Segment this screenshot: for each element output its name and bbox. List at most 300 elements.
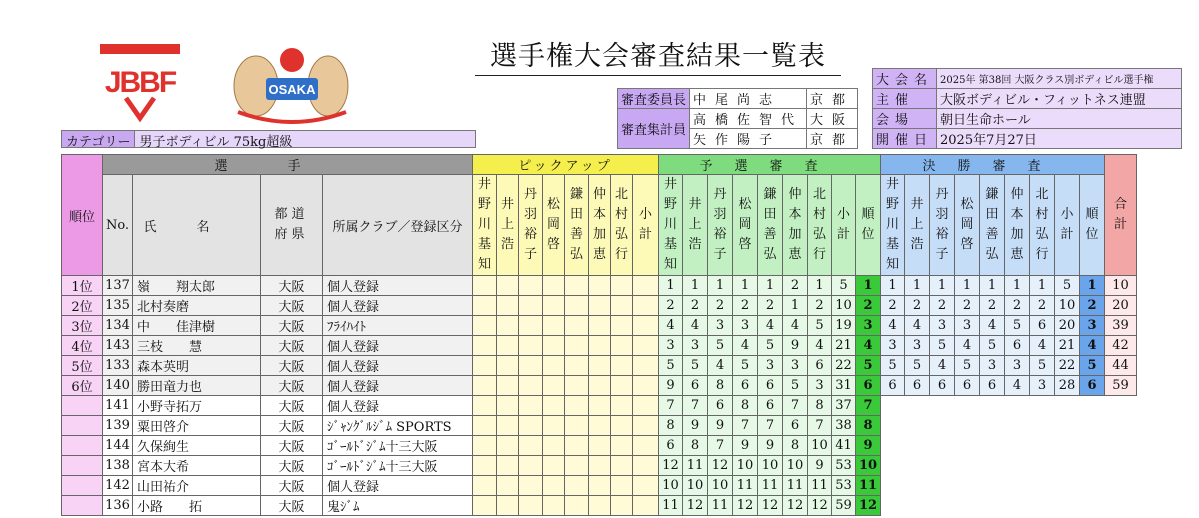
pickup-score: [633, 456, 659, 476]
empty-cell: [905, 496, 930, 516]
pickup-score: [519, 396, 543, 416]
pickup-score: [497, 456, 519, 476]
pickup-score: [519, 496, 543, 516]
chief-judge-name: 中尾尚志: [690, 89, 807, 109]
prelim-score: 5: [758, 336, 783, 356]
empty-cell: [930, 396, 955, 416]
final-score: 2: [905, 296, 930, 316]
pickup-score: [543, 336, 565, 356]
prelim-score: 12: [683, 496, 708, 516]
prelim-score: 6: [659, 436, 683, 456]
athlete-pref: 大阪: [261, 496, 323, 516]
final-score: 1: [881, 276, 905, 296]
club-header: 所属クラブ／登録区分: [323, 175, 473, 276]
prelim-score: 1: [733, 276, 758, 296]
final-score: 4: [1005, 376, 1030, 396]
prelim-score: 6: [708, 396, 733, 416]
table-row: [62, 356, 1137, 376]
pickup-score: [565, 276, 589, 296]
prelim-subtotal: 59: [832, 496, 856, 516]
final-score: 6: [881, 376, 905, 396]
final-score: 2: [1005, 296, 1030, 316]
empty-cell: [905, 476, 930, 496]
prelim-subtotal: 5: [832, 276, 856, 296]
empty-cell: [1005, 476, 1030, 496]
pickup-score: [519, 476, 543, 496]
prelim-score: 8: [659, 416, 683, 436]
final-score: 2: [881, 296, 905, 316]
final-subtotal-header: 小計: [1055, 175, 1080, 276]
prelim-score: 10: [733, 456, 758, 476]
pickup-score: [589, 296, 611, 316]
pickup-score: [589, 496, 611, 516]
prelim-score: 10: [683, 476, 708, 496]
pickup-score: [633, 476, 659, 496]
venue-label: 会場: [873, 109, 937, 129]
prelim-subtotal: 38: [832, 416, 856, 436]
prelim-subtotal: 53: [832, 456, 856, 476]
prelim-score: 12: [783, 496, 808, 516]
pickup-score: [611, 396, 633, 416]
pickup-score: [473, 416, 497, 436]
pickup-score: [497, 476, 519, 496]
prelim-score: 1: [659, 276, 683, 296]
final-rank: 2: [1080, 296, 1105, 316]
athlete-pref: 大阪: [261, 456, 323, 476]
pickup-score: [589, 456, 611, 476]
final-score: 5: [930, 336, 955, 356]
final-score: 5: [881, 356, 905, 376]
pickup-score: [543, 476, 565, 496]
prelim-score: 8: [733, 396, 758, 416]
athlete-pref: 大阪: [261, 416, 323, 436]
empty-cell: [881, 436, 905, 456]
prelim-score: 5: [708, 336, 733, 356]
prelim-score: 8: [683, 436, 708, 456]
final-score: 3: [1030, 376, 1055, 396]
final-score: 1: [955, 276, 980, 296]
athlete-club: 個人登録: [323, 376, 473, 396]
final-score: 3: [980, 356, 1005, 376]
pickup-score: [543, 496, 565, 516]
pickup-score: [473, 316, 497, 336]
final-score: 3: [881, 336, 905, 356]
final-score: 6: [1005, 336, 1030, 356]
pickup-score: [611, 336, 633, 356]
pickup-score: [633, 496, 659, 516]
prelim-score: 12: [733, 496, 758, 516]
prelim-score: 9: [683, 416, 708, 436]
empty-cell: [1055, 416, 1080, 436]
prelim-judge-header: 仲本加恵: [783, 175, 808, 276]
empty-cell: [1030, 496, 1055, 516]
empty-cell: [1030, 396, 1055, 416]
pickup-score: [519, 276, 543, 296]
empty-cell: [1105, 436, 1137, 456]
pickup-score: [611, 436, 633, 456]
prelim-rank: 4: [856, 336, 881, 356]
prelim-score: 1: [708, 276, 733, 296]
pickup-score: [543, 356, 565, 376]
prelim-score: 11: [708, 496, 733, 516]
prelim-score: 11: [659, 496, 683, 516]
prelim-score: 12: [659, 456, 683, 476]
final-score: 4: [980, 316, 1005, 336]
athlete-club: 個人登録: [323, 356, 473, 376]
rank-cell: [62, 416, 103, 436]
rank-cell: [62, 396, 103, 416]
pickup-score: [543, 396, 565, 416]
prelim-subtotal-header: 小計: [832, 175, 856, 276]
prelim-score: 10: [708, 476, 733, 496]
event-name-value: 2025年 第38回 大阪クラス別ボディビル選手権: [937, 69, 1182, 89]
pickup-score: [633, 396, 659, 416]
athlete-name: 小野寺拓万: [133, 396, 261, 416]
table-row: [62, 336, 1137, 356]
empty-cell: [1080, 436, 1105, 456]
athlete-pref: 大阪: [261, 396, 323, 416]
pickup-score: [497, 396, 519, 416]
pickup-score: [473, 296, 497, 316]
category-label: カテゴリー: [62, 131, 135, 147]
pickup-score: [543, 456, 565, 476]
total-score: 44: [1105, 356, 1137, 376]
prelim-subtotal: 10: [832, 296, 856, 316]
prelim-score: 4: [808, 336, 832, 356]
empty-cell: [1030, 456, 1055, 476]
prelim-rank: 2: [856, 296, 881, 316]
empty-cell: [980, 416, 1005, 436]
pickup-score: [565, 336, 589, 356]
empty-cell: [1055, 436, 1080, 456]
prelim-score: 5: [808, 316, 832, 336]
athlete-name: 久保絢生: [133, 436, 261, 456]
final-score: 4: [881, 316, 905, 336]
prelim-subtotal: 37: [832, 396, 856, 416]
prelim-score: 9: [808, 456, 832, 476]
pickup-score: [497, 316, 519, 336]
athlete-pref: 大阪: [261, 356, 323, 376]
rank-cell: [62, 496, 103, 516]
empty-cell: [1005, 396, 1030, 416]
athlete-pref: 大阪: [261, 296, 323, 316]
empty-cell: [1080, 396, 1105, 416]
prelim-score: 4: [733, 336, 758, 356]
prelim-score: 8: [808, 396, 832, 416]
final-rank: 3: [1080, 316, 1105, 336]
final-score: 2: [930, 296, 955, 316]
empty-cell: [955, 496, 980, 516]
prelim-rank: 8: [856, 416, 881, 436]
prelim-score: 5: [733, 356, 758, 376]
pickup-score: [565, 476, 589, 496]
prelim-score: 5: [783, 376, 808, 396]
event-name-label: 大会名: [873, 69, 937, 89]
prelim-score: 12: [758, 496, 783, 516]
pickup-score: [497, 276, 519, 296]
pickup-score: [565, 416, 589, 436]
final-score: 6: [955, 376, 980, 396]
prelim-rank: 1: [856, 276, 881, 296]
total-score: 42: [1105, 336, 1137, 356]
pickup-score: [519, 376, 543, 396]
prelim-score: 7: [683, 396, 708, 416]
athlete-name: 北村奏磨: [133, 296, 261, 316]
final-score: 1: [1005, 276, 1030, 296]
prelim-score: 4: [708, 356, 733, 376]
pickup-score: [519, 456, 543, 476]
pickup-score: [611, 316, 633, 336]
prelim-score: 8: [783, 436, 808, 456]
pickup-judge-header: 井野川基知: [473, 175, 497, 276]
total-score: 59: [1105, 376, 1137, 396]
final-score: 5: [905, 356, 930, 376]
prelim-score: 6: [733, 376, 758, 396]
prelim-subtotal: 21: [832, 336, 856, 356]
final-score: 5: [955, 356, 980, 376]
prelim-score: 1: [758, 276, 783, 296]
prelim-score: 2: [758, 296, 783, 316]
pickup-score: [633, 276, 659, 296]
empty-cell: [980, 436, 1005, 456]
pickup-score: [565, 316, 589, 336]
prelim-score: 2: [808, 296, 832, 316]
svg-text:JBBF: JBBF: [104, 66, 176, 99]
pickup-score: [497, 436, 519, 456]
prelim-score: 2: [783, 276, 808, 296]
athlete-pref: 大阪: [261, 476, 323, 496]
athlete-club: 個人登録: [323, 336, 473, 356]
pickup-score: [611, 296, 633, 316]
prelim-judge-header: 鎌田善弘: [758, 175, 783, 276]
rank-cell: 3位: [62, 316, 103, 336]
athlete-header: 選手: [103, 155, 473, 175]
osaka-logo: [228, 42, 356, 124]
table-row: [62, 496, 1137, 516]
prelim-rank: 5: [856, 356, 881, 376]
prelim-score: 10: [783, 456, 808, 476]
pickup-score: [473, 496, 497, 516]
final-score: 1: [980, 276, 1005, 296]
prelim-score: 9: [783, 336, 808, 356]
empty-cell: [930, 496, 955, 516]
empty-cell: [881, 396, 905, 416]
prelim-rank: 6: [856, 376, 881, 396]
pickup-judge-header: 丹羽裕子: [519, 175, 543, 276]
prelim-score: 3: [683, 336, 708, 356]
athlete-club: ｼﾞｬﾝｸﾞﾙｼﾞﾑ SPORTS: [323, 416, 473, 436]
pickup-judge-header: 北村弘行: [611, 175, 633, 276]
empty-cell: [930, 436, 955, 456]
empty-cell: [1080, 456, 1105, 476]
pickup-score: [611, 456, 633, 476]
final-score: 4: [1030, 336, 1055, 356]
prelim-rank: 12: [856, 496, 881, 516]
prelim-score: 10: [659, 476, 683, 496]
athlete-club: ｺﾞｰﾙﾄﾞｼﾞﾑ十三大阪: [323, 456, 473, 476]
empty-cell: [930, 416, 955, 436]
athlete-no: 144: [103, 436, 133, 456]
prelim-score: 11: [733, 476, 758, 496]
final-judge-header: 仲本加恵: [1005, 175, 1030, 276]
athlete-no: 138: [103, 456, 133, 476]
category-box: [61, 130, 476, 148]
jbbf-logo: [96, 40, 184, 122]
athlete-name: 嶺 翔太郎: [133, 276, 261, 296]
empty-cell: [1105, 496, 1137, 516]
pickup-score: [497, 296, 519, 316]
empty-cell: [1055, 496, 1080, 516]
pref-header: 都道府県: [261, 175, 323, 276]
pickup-score: [633, 376, 659, 396]
pickup-score: [543, 276, 565, 296]
pickup-judge-header: 仲本加恵: [589, 175, 611, 276]
date-value: 2025年7月27日: [937, 129, 1182, 149]
category-value: 男子ボディビル 75kg超級: [135, 131, 475, 147]
prelim-score: 4: [683, 316, 708, 336]
athlete-no: 142: [103, 476, 133, 496]
final-rank: 5: [1080, 356, 1105, 376]
table-row: [62, 396, 1137, 416]
empty-cell: [955, 436, 980, 456]
pickup-score: [633, 436, 659, 456]
empty-cell: [1055, 396, 1080, 416]
final-subtotal: 20: [1055, 316, 1080, 336]
final-judge-header: 松岡啓: [955, 175, 980, 276]
empty-cell: [1080, 476, 1105, 496]
prelim-judge-header: 井上浩: [683, 175, 708, 276]
rank-cell: 5位: [62, 356, 103, 376]
empty-cell: [881, 416, 905, 436]
empty-cell: [1055, 476, 1080, 496]
rank-cell: 4位: [62, 336, 103, 356]
final-score: 5: [1005, 316, 1030, 336]
final-score: 6: [930, 376, 955, 396]
final-score: 6: [980, 376, 1005, 396]
pickup-judge-header: 鎌田善弘: [565, 175, 589, 276]
athlete-name: 小路 拓: [133, 496, 261, 516]
empty-cell: [905, 436, 930, 456]
pickup-score: [543, 296, 565, 316]
pickup-score: [589, 376, 611, 396]
prelim-header: 予選審査: [659, 155, 881, 175]
host-value: 大阪ボディビル・フィットネス連盟: [937, 89, 1182, 109]
final-score: 3: [1005, 356, 1030, 376]
pickup-score: [497, 336, 519, 356]
pickup-score: [473, 396, 497, 416]
total-score: 10: [1105, 276, 1137, 296]
rank-cell: 1位: [62, 276, 103, 296]
page-title: 選手権大会審査結果一覧表: [475, 34, 841, 76]
empty-cell: [980, 496, 1005, 516]
pickup-score: [589, 356, 611, 376]
prelim-score: 7: [758, 416, 783, 436]
results-table: [61, 154, 1137, 516]
athlete-no: 136: [103, 496, 133, 516]
pickup-score: [611, 496, 633, 516]
rank-cell: [62, 456, 103, 476]
empty-cell: [1030, 436, 1055, 456]
prelim-score: 7: [808, 416, 832, 436]
prelim-score: 6: [808, 356, 832, 376]
final-rank: 4: [1080, 336, 1105, 356]
pickup-score: [565, 356, 589, 376]
final-score: 1: [905, 276, 930, 296]
final-score: 1: [1030, 276, 1055, 296]
athlete-pref: 大阪: [261, 336, 323, 356]
pickup-header: ピックアップ: [473, 155, 659, 175]
pickup-score: [519, 436, 543, 456]
empty-cell: [905, 456, 930, 476]
empty-cell: [1005, 496, 1030, 516]
empty-cell: [905, 396, 930, 416]
pickup-score: [473, 436, 497, 456]
prelim-score: 7: [733, 416, 758, 436]
athlete-club: 個人登録: [323, 476, 473, 496]
pickup-score: [519, 316, 543, 336]
empty-cell: [955, 416, 980, 436]
pickup-score: [565, 456, 589, 476]
pickup-score: [543, 316, 565, 336]
prelim-score: 6: [683, 376, 708, 396]
table-row: [62, 416, 1137, 436]
prelim-judge-header: 井野川基知: [659, 175, 683, 276]
athlete-club: 鬼ｼﾞﾑ: [323, 496, 473, 516]
empty-cell: [1105, 396, 1137, 416]
prelim-score: 9: [708, 416, 733, 436]
empty-cell: [955, 456, 980, 476]
final-judge-header: 北村弘行: [1030, 175, 1055, 276]
counter-pref: 京都: [807, 129, 858, 149]
pickup-score: [589, 416, 611, 436]
prelim-score: 7: [783, 396, 808, 416]
prelim-judge-header: 丹羽裕子: [708, 175, 733, 276]
prelim-score: 4: [659, 316, 683, 336]
pickup-score: [543, 416, 565, 436]
final-rank-header: 順位: [1080, 175, 1105, 276]
final-score: 5: [980, 336, 1005, 356]
pickup-score: [589, 476, 611, 496]
empty-cell: [1030, 416, 1055, 436]
empty-cell: [881, 456, 905, 476]
final-score: 6: [905, 376, 930, 396]
prelim-score: 6: [758, 376, 783, 396]
prelim-score: 3: [708, 316, 733, 336]
final-subtotal: 5: [1055, 276, 1080, 296]
final-judge-header: 鎌田善弘: [980, 175, 1005, 276]
empty-cell: [1005, 456, 1030, 476]
final-score: 2: [955, 296, 980, 316]
pickup-score: [589, 396, 611, 416]
final-judge-header: 井野川基知: [881, 175, 905, 276]
event-info-box: [872, 68, 1182, 149]
table-row: [62, 376, 1137, 396]
pickup-score: [473, 356, 497, 376]
total-header: 合計: [1105, 155, 1137, 276]
empty-cell: [1055, 456, 1080, 476]
empty-cell: [930, 476, 955, 496]
athlete-name: 三枝 慧: [133, 336, 261, 356]
total-score: 39: [1105, 316, 1137, 336]
empty-cell: [980, 476, 1005, 496]
empty-cell: [905, 416, 930, 436]
pickup-score: [473, 476, 497, 496]
pickup-score: [633, 416, 659, 436]
total-score: 20: [1105, 296, 1137, 316]
final-score: 5: [1030, 356, 1055, 376]
final-judge-header: 井上浩: [905, 175, 930, 276]
rank-header: 順位: [62, 155, 103, 276]
